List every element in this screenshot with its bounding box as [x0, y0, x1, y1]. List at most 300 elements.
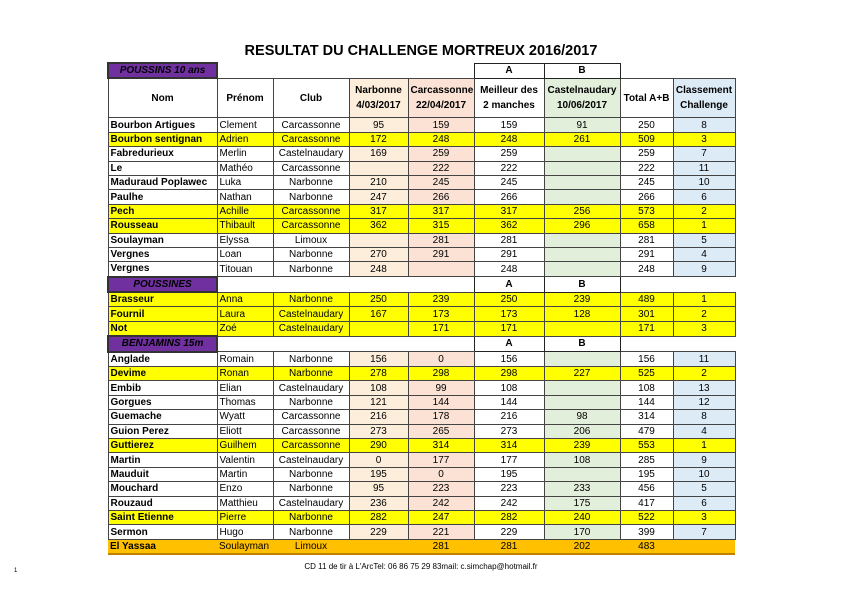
cell-meilleur: 156 — [474, 352, 544, 367]
cell-nom: Fournil — [108, 307, 217, 321]
cell-classement: 9 — [673, 262, 735, 277]
table-row — [108, 395, 735, 409]
cell-classement: 5 — [673, 233, 735, 247]
cell-prenom: Wyatt — [217, 410, 273, 424]
cell-classement: 3 — [673, 321, 735, 336]
cell-carcassonne: 99 — [408, 381, 474, 395]
header-castelnaudary: Castelnaudary 10/06/2017 — [544, 78, 620, 118]
cell-club: Castelnaudary — [273, 147, 349, 161]
cell-nom: Fabredurieux — [108, 147, 217, 161]
cell-narbonne: 270 — [349, 247, 408, 261]
cell-castelnaudary — [544, 190, 620, 204]
cell-prenom: Valentin — [217, 453, 273, 467]
cell-narbonne — [349, 321, 408, 336]
section-header-row — [108, 63, 735, 78]
cell-nom: Mauduit — [108, 467, 217, 481]
cell-club: Narbonne — [273, 467, 349, 481]
cell-club: Castelnaudary — [273, 321, 349, 336]
cell-castelnaudary: 91 — [544, 118, 620, 132]
cell-club: Narbonne — [273, 175, 349, 189]
cell-prenom: Enzo — [217, 482, 273, 496]
cell-total: 250 — [620, 118, 673, 132]
cell-prenom: Anna — [217, 292, 273, 307]
cell-carcassonne: 239 — [408, 292, 474, 307]
table-row — [108, 510, 735, 524]
cell-club: Castelnaudary — [273, 453, 349, 467]
cell-narbonne: 0 — [349, 453, 408, 467]
cell-carcassonne: 159 — [408, 118, 474, 132]
cell-carcassonne: 178 — [408, 410, 474, 424]
cell-castelnaudary: 240 — [544, 510, 620, 524]
cell-prenom: Elian — [217, 381, 273, 395]
cell-meilleur: 281 — [474, 539, 544, 554]
cell-meilleur: 250 — [474, 292, 544, 307]
cell-prenom: Merlin — [217, 147, 273, 161]
cell-classement: 1 — [673, 219, 735, 233]
cell-total: 248 — [620, 262, 673, 277]
cell-prenom: Luka — [217, 175, 273, 189]
cell-total: 171 — [620, 321, 673, 336]
cell-total: 479 — [620, 424, 673, 438]
cell-castelnaudary: 296 — [544, 219, 620, 233]
cell-castelnaudary: 128 — [544, 307, 620, 321]
cell-classement: 2 — [673, 367, 735, 381]
cell-castelnaudary: 239 — [544, 292, 620, 307]
table-row — [108, 367, 735, 381]
cell-castelnaudary — [544, 233, 620, 247]
section-label: POUSSINES — [108, 277, 217, 292]
cell-total: 108 — [620, 381, 673, 395]
table-row — [108, 118, 735, 132]
cell-classement: 4 — [673, 247, 735, 261]
cell-classement: 2 — [673, 307, 735, 321]
cell-nom: Guemache — [108, 410, 217, 424]
section-spacer — [217, 63, 474, 78]
cell-castelnaudary — [544, 467, 620, 481]
cell-club: Carcassonne — [273, 410, 349, 424]
cell-carcassonne: 247 — [408, 510, 474, 524]
table-row — [108, 147, 735, 161]
cell-prenom: Soulayman — [217, 539, 273, 554]
cell-carcassonne: 298 — [408, 367, 474, 381]
cell-carcassonne: 223 — [408, 482, 474, 496]
cell-nom: Bourbon Artigues — [108, 118, 217, 132]
cell-total: 144 — [620, 395, 673, 409]
table-row — [108, 467, 735, 481]
cell-castelnaudary: 98 — [544, 410, 620, 424]
cell-narbonne: 216 — [349, 410, 408, 424]
cell-total: 456 — [620, 482, 673, 496]
header-club: Club — [273, 78, 349, 118]
cell-carcassonne: 221 — [408, 525, 474, 539]
cell-narbonne: 362 — [349, 219, 408, 233]
cell-prenom: Elyssa — [217, 233, 273, 247]
table-row — [108, 525, 735, 539]
cell-club: Castelnaudary — [273, 381, 349, 395]
cell-carcassonne: 0 — [408, 352, 474, 367]
cell-meilleur: 177 — [474, 453, 544, 467]
section-spacer — [620, 277, 735, 292]
cell-meilleur: 159 — [474, 118, 544, 132]
cell-total: 291 — [620, 247, 673, 261]
cell-classement: 4 — [673, 424, 735, 438]
cell-total: 658 — [620, 219, 673, 233]
section-label: POUSSINS 10 ans — [108, 63, 217, 78]
cell-classement: 1 — [673, 292, 735, 307]
cell-classement: 3 — [673, 510, 735, 524]
cell-carcassonne: 171 — [408, 321, 474, 336]
cell-meilleur: 223 — [474, 482, 544, 496]
cell-castelnaudary — [544, 395, 620, 409]
table-row — [108, 132, 735, 146]
cell-total: 525 — [620, 367, 673, 381]
cell-castelnaudary — [544, 161, 620, 175]
table-row — [108, 381, 735, 395]
cell-club: Castelnaudary — [273, 307, 349, 321]
cell-castelnaudary: 206 — [544, 424, 620, 438]
cell-narbonne: 210 — [349, 175, 408, 189]
cell-club: Carcassonne — [273, 118, 349, 132]
cell-total: 222 — [620, 161, 673, 175]
cell-castelnaudary: 233 — [544, 482, 620, 496]
cell-classement: 7 — [673, 525, 735, 539]
cell-prenom: Hugo — [217, 525, 273, 539]
cell-carcassonne: 314 — [408, 438, 474, 452]
cell-club: Narbonne — [273, 190, 349, 204]
cell-prenom: Zoé — [217, 321, 273, 336]
column-header-row — [108, 78, 735, 118]
cell-carcassonne: 222 — [408, 161, 474, 175]
table-row — [108, 190, 735, 204]
cell-narbonne: 250 — [349, 292, 408, 307]
cell-castelnaudary — [544, 175, 620, 189]
cell-club: Carcassonne — [273, 132, 349, 146]
cell-castelnaudary: 202 — [544, 539, 620, 554]
cell-prenom: Laura — [217, 307, 273, 321]
cell-total: 417 — [620, 496, 673, 510]
cell-classement — [673, 539, 735, 554]
cell-carcassonne: 0 — [408, 467, 474, 481]
cell-carcassonne: 144 — [408, 395, 474, 409]
column-a-label: A — [474, 336, 544, 351]
footer-contact: CD 11 de tir à L'ArcTel: 06 86 75 29 83mail: c.simchap@hotmail.fr — [304, 562, 538, 571]
cell-narbonne: 248 — [349, 262, 408, 277]
cell-carcassonne: 291 — [408, 247, 474, 261]
cell-total: 156 — [620, 352, 673, 367]
section-spacer — [217, 336, 474, 351]
column-a-label: A — [474, 63, 544, 78]
cell-nom: Sermon — [108, 525, 217, 539]
cell-nom: Soulayman — [108, 233, 217, 247]
cell-narbonne: 156 — [349, 352, 408, 367]
cell-meilleur: 248 — [474, 132, 544, 146]
cell-castelnaudary — [544, 147, 620, 161]
table-row — [108, 539, 735, 554]
cell-total: 553 — [620, 438, 673, 452]
table-row — [108, 453, 735, 467]
cell-castelnaudary: 256 — [544, 204, 620, 218]
cell-classement: 7 — [673, 147, 735, 161]
cell-nom: El Yassaa — [108, 539, 217, 554]
cell-narbonne: 95 — [349, 118, 408, 132]
cell-carcassonne — [408, 262, 474, 277]
cell-nom: Brasseur — [108, 292, 217, 307]
cell-club: Narbonne — [273, 367, 349, 381]
cell-castelnaudary — [544, 381, 620, 395]
column-b-label: B — [544, 277, 620, 292]
column-b-label: B — [544, 336, 620, 351]
cell-narbonne: 195 — [349, 467, 408, 481]
cell-narbonne: 278 — [349, 367, 408, 381]
cell-prenom: Romain — [217, 352, 273, 367]
cell-castelnaudary — [544, 262, 620, 277]
cell-nom: Rousseau — [108, 219, 217, 233]
cell-carcassonne: 315 — [408, 219, 474, 233]
cell-classement: 10 — [673, 467, 735, 481]
table-row — [108, 352, 735, 367]
cell-castelnaudary: 261 — [544, 132, 620, 146]
cell-total: 301 — [620, 307, 673, 321]
cell-narbonne — [349, 233, 408, 247]
cell-meilleur: 222 — [474, 161, 544, 175]
header-carcassonne: Carcassonne 22/04/2017 — [408, 78, 474, 118]
cell-club: Limoux — [273, 539, 349, 554]
table-row — [108, 161, 735, 175]
cell-nom: Embib — [108, 381, 217, 395]
cell-narbonne: 108 — [349, 381, 408, 395]
cell-carcassonne: 248 — [408, 132, 474, 146]
cell-narbonne — [349, 161, 408, 175]
table-row — [108, 307, 735, 321]
cell-prenom: Martin — [217, 467, 273, 481]
cell-club: Carcassonne — [273, 424, 349, 438]
cell-nom: Guion Perez — [108, 424, 217, 438]
cell-castelnaudary: 227 — [544, 367, 620, 381]
cell-castelnaudary: 108 — [544, 453, 620, 467]
table-row — [108, 175, 735, 189]
cell-carcassonne: 245 — [408, 175, 474, 189]
cell-meilleur: 273 — [474, 424, 544, 438]
cell-classement: 6 — [673, 190, 735, 204]
cell-meilleur: 266 — [474, 190, 544, 204]
table-row — [108, 219, 735, 233]
cell-castelnaudary — [544, 352, 620, 367]
cell-meilleur: 195 — [474, 467, 544, 481]
cell-nom: Vergnes — [108, 247, 217, 261]
cell-nom: Anglade — [108, 352, 217, 367]
cell-narbonne: 273 — [349, 424, 408, 438]
cell-prenom: Clement — [217, 118, 273, 132]
cell-carcassonne: 317 — [408, 204, 474, 218]
cell-classement: 12 — [673, 395, 735, 409]
cell-prenom: Nathan — [217, 190, 273, 204]
cell-prenom: Pierre — [217, 510, 273, 524]
cell-meilleur: 291 — [474, 247, 544, 261]
cell-nom: Maduraud Poplawec — [108, 175, 217, 189]
cell-classement: 11 — [673, 161, 735, 175]
table-row — [108, 438, 735, 452]
table-row — [108, 410, 735, 424]
cell-prenom: Achille — [217, 204, 273, 218]
cell-meilleur: 108 — [474, 381, 544, 395]
cell-club: Carcassonne — [273, 219, 349, 233]
cell-club: Carcassonne — [273, 204, 349, 218]
cell-prenom: Loan — [217, 247, 273, 261]
cell-carcassonne: 259 — [408, 147, 474, 161]
cell-prenom: Titouan — [217, 262, 273, 277]
cell-total: 266 — [620, 190, 673, 204]
cell-castelnaudary: 239 — [544, 438, 620, 452]
cell-classement: 2 — [673, 204, 735, 218]
cell-meilleur: 242 — [474, 496, 544, 510]
page-number: 1 — [14, 568, 18, 574]
cell-club: Narbonne — [273, 247, 349, 261]
cell-classement: 10 — [673, 175, 735, 189]
cell-nom: Rouzaud — [108, 496, 217, 510]
cell-carcassonne: 242 — [408, 496, 474, 510]
table-row — [108, 204, 735, 218]
cell-castelnaudary: 170 — [544, 525, 620, 539]
cell-narbonne: 282 — [349, 510, 408, 524]
cell-nom: Not — [108, 321, 217, 336]
cell-meilleur: 362 — [474, 219, 544, 233]
cell-narbonne: 167 — [349, 307, 408, 321]
table-row — [108, 321, 735, 336]
cell-nom: Le — [108, 161, 217, 175]
cell-meilleur: 259 — [474, 147, 544, 161]
cell-club: Narbonne — [273, 352, 349, 367]
cell-nom: Gorgues — [108, 395, 217, 409]
cell-nom: Paulhe — [108, 190, 217, 204]
cell-carcassonne: 177 — [408, 453, 474, 467]
cell-club: Narbonne — [273, 262, 349, 277]
table-row — [108, 424, 735, 438]
cell-total: 509 — [620, 132, 673, 146]
cell-classement: 6 — [673, 496, 735, 510]
cell-meilleur: 282 — [474, 510, 544, 524]
cell-carcassonne: 173 — [408, 307, 474, 321]
cell-classement: 3 — [673, 132, 735, 146]
cell-nom: Devime — [108, 367, 217, 381]
cell-nom: Martin — [108, 453, 217, 467]
cell-classement: 13 — [673, 381, 735, 395]
cell-prenom: Mathéo — [217, 161, 273, 175]
cell-narbonne — [349, 539, 408, 554]
cell-club: Narbonne — [273, 525, 349, 539]
cell-carcassonne: 281 — [408, 233, 474, 247]
column-b-label: B — [544, 63, 620, 78]
cell-meilleur: 314 — [474, 438, 544, 452]
cell-classement: 5 — [673, 482, 735, 496]
cell-narbonne: 236 — [349, 496, 408, 510]
section-header-row — [108, 277, 735, 292]
header-classement: Classement Challenge — [673, 78, 735, 118]
cell-narbonne: 290 — [349, 438, 408, 452]
cell-narbonne: 317 — [349, 204, 408, 218]
section-spacer — [620, 336, 735, 351]
cell-meilleur: 171 — [474, 321, 544, 336]
cell-meilleur: 281 — [474, 233, 544, 247]
cell-narbonne: 95 — [349, 482, 408, 496]
cell-nom: Guttierez — [108, 438, 217, 452]
cell-total: 259 — [620, 147, 673, 161]
cell-nom: Mouchard — [108, 482, 217, 496]
header-nom: Nom — [108, 78, 217, 118]
table-row — [108, 496, 735, 510]
cell-classement: 8 — [673, 118, 735, 132]
table-row — [108, 233, 735, 247]
cell-club: Limoux — [273, 233, 349, 247]
cell-total: 522 — [620, 510, 673, 524]
cell-meilleur: 216 — [474, 410, 544, 424]
cell-castelnaudary — [544, 247, 620, 261]
column-a-label: A — [474, 277, 544, 292]
cell-meilleur: 173 — [474, 307, 544, 321]
cell-prenom: Thomas — [217, 395, 273, 409]
table-row — [108, 292, 735, 307]
cell-club: Narbonne — [273, 395, 349, 409]
cell-prenom: Thibault — [217, 219, 273, 233]
cell-nom: Vergnes — [108, 262, 217, 277]
cell-narbonne: 169 — [349, 147, 408, 161]
section-label: BENJAMINS 15m — [108, 336, 217, 351]
cell-narbonne: 172 — [349, 132, 408, 146]
cell-prenom: Ronan — [217, 367, 273, 381]
cell-total: 489 — [620, 292, 673, 307]
cell-prenom: Guilhem — [217, 438, 273, 452]
cell-club: Castelnaudary — [273, 496, 349, 510]
cell-nom: Saint Etienne — [108, 510, 217, 524]
cell-classement: 9 — [673, 453, 735, 467]
cell-nom: Bourbon sentignan — [108, 132, 217, 146]
cell-prenom: Eliott — [217, 424, 273, 438]
table-row — [108, 482, 735, 496]
cell-classement: 8 — [673, 410, 735, 424]
cell-nom: Pech — [108, 204, 217, 218]
cell-meilleur: 245 — [474, 175, 544, 189]
cell-narbonne: 229 — [349, 525, 408, 539]
cell-total: 195 — [620, 467, 673, 481]
cell-total: 399 — [620, 525, 673, 539]
cell-total: 483 — [620, 539, 673, 554]
section-spacer — [217, 277, 474, 292]
cell-meilleur: 144 — [474, 395, 544, 409]
cell-classement: 1 — [673, 438, 735, 452]
header-meilleur: Meilleur des 2 manches — [474, 78, 544, 118]
cell-club: Carcassonne — [273, 161, 349, 175]
cell-carcassonne: 265 — [408, 424, 474, 438]
table-row — [108, 247, 735, 261]
cell-club: Carcassonne — [273, 438, 349, 452]
cell-carcassonne: 281 — [408, 539, 474, 554]
cell-prenom: Matthieu — [217, 496, 273, 510]
cell-club: Narbonne — [273, 482, 349, 496]
cell-meilleur: 229 — [474, 525, 544, 539]
header-prenom: Prénom — [217, 78, 273, 118]
section-spacer — [620, 63, 735, 78]
cell-total: 245 — [620, 175, 673, 189]
table-row — [108, 262, 735, 277]
cell-meilleur: 317 — [474, 204, 544, 218]
cell-classement: 11 — [673, 352, 735, 367]
page-title: RESULTAT DU CHALLENGE MORTREUX 2016/2017 — [244, 43, 598, 59]
cell-club: Narbonne — [273, 510, 349, 524]
results-table — [107, 62, 736, 555]
cell-meilleur: 248 — [474, 262, 544, 277]
cell-narbonne: 247 — [349, 190, 408, 204]
cell-castelnaudary — [544, 321, 620, 336]
cell-carcassonne: 266 — [408, 190, 474, 204]
